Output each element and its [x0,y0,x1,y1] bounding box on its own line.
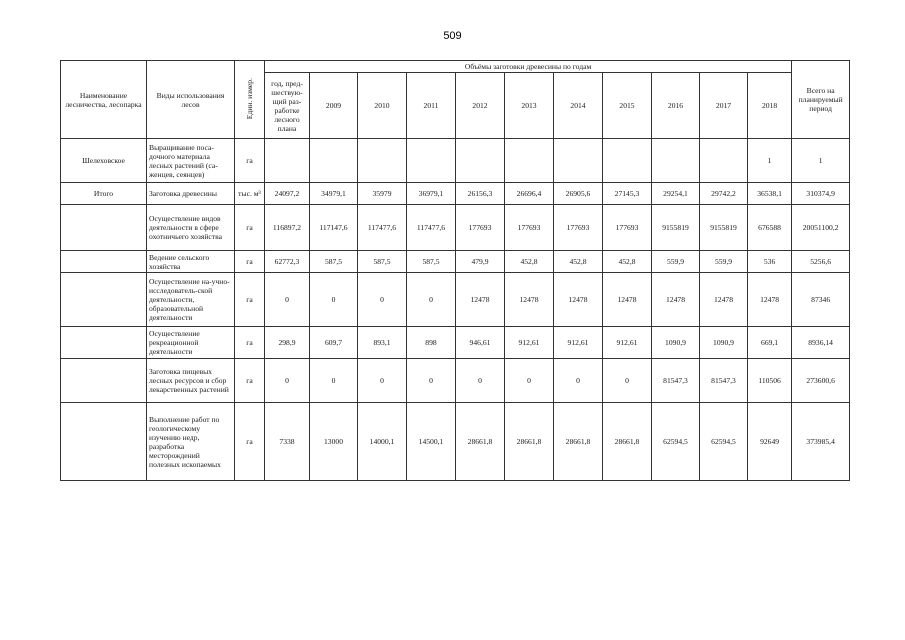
header-unit-label: Един. измер. [245,77,254,120]
year-value: 676588 [748,205,792,251]
year-value: 27145,3 [603,183,652,205]
total-value: 87346 [792,273,850,327]
forest-use: Осуществление на-учно-исследователь-ской деятельности, образовательной деятельности [147,273,235,327]
year-value [603,139,652,183]
year-value: 0 [407,359,456,403]
prev-year-value: 7338 [265,403,310,481]
unit: тыс. м³ [235,183,265,205]
year-value [407,139,456,183]
year-value: 28661,8 [505,403,554,481]
year-value: 452,8 [603,251,652,273]
forestry-name [61,403,147,481]
year-value: 912,61 [505,327,554,359]
year-value: 28661,8 [554,403,603,481]
year-value: 36538,1 [748,183,792,205]
table-row [61,273,850,327]
header-year: 2012 [456,73,505,139]
table-row [61,251,850,273]
header-forest-use: Виды использования лесов [147,61,235,139]
year-value: 14000,1 [358,403,407,481]
year-value: 12478 [554,273,603,327]
year-value: 12478 [603,273,652,327]
prev-year-value: 116897,2 [265,205,310,251]
prev-year-value: 24097,2 [265,183,310,205]
year-value: 117477,6 [407,205,456,251]
forest-use: Осуществление видов деятельности в сфере охотничьего хозяйства [147,205,235,251]
year-value: 452,8 [554,251,603,273]
unit: га [235,251,265,273]
unit: га [235,139,265,183]
year-value: 898 [407,327,456,359]
year-value: 559,9 [652,251,700,273]
year-value: 0 [407,273,456,327]
year-value: 29742,2 [700,183,748,205]
year-value: 14500,1 [407,403,456,481]
header-unit [235,61,265,139]
total-value: 8936,14 [792,327,850,359]
forestry-name [61,273,147,327]
unit: га [235,359,265,403]
year-value [700,139,748,183]
year-value: 587,5 [407,251,456,273]
year-value: 13000 [310,403,358,481]
year-value: 34979,1 [310,183,358,205]
forest-use: Ведение сельского хозяйства [147,251,235,273]
header-year: 2011 [407,73,456,139]
year-value: 117147,6 [310,205,358,251]
year-value [456,139,505,183]
year-value: 912,61 [554,327,603,359]
year-value: 81547,3 [652,359,700,403]
year-value: 9155819 [652,205,700,251]
year-value: 28661,8 [456,403,505,481]
header-volumes-by-year: Объёмы заготовки древесины по годам [265,61,792,73]
year-value: 92649 [748,403,792,481]
year-value: 36979,1 [407,183,456,205]
year-value: 0 [310,359,358,403]
year-value: 12478 [748,273,792,327]
table-row [61,359,850,403]
year-value: 177693 [456,205,505,251]
header-year: 2014 [554,73,603,139]
year-value: 29254,1 [652,183,700,205]
year-value: 35979 [358,183,407,205]
table-row [61,327,850,359]
total-value: 373985,4 [792,403,850,481]
header-forestry-name: Наименование лесничества, лесопарка [61,61,147,139]
year-value: 893,1 [358,327,407,359]
year-value: 452,8 [505,251,554,273]
prev-year-value: 0 [265,273,310,327]
forestry-name [61,359,147,403]
header-year: 2010 [358,73,407,139]
year-value: 0 [310,273,358,327]
year-value: 12478 [456,273,505,327]
total-value: 1 [792,139,850,183]
year-value: 0 [358,359,407,403]
total-value: 20051100,2 [792,205,850,251]
year-value: 28661,8 [603,403,652,481]
year-value: 26696,4 [505,183,554,205]
year-value: 0 [358,273,407,327]
year-value: 0 [603,359,652,403]
prev-year-value [265,139,310,183]
year-value [505,139,554,183]
year-value [554,139,603,183]
forestry-name [61,327,147,359]
total-value: 310374,9 [792,183,850,205]
forest-use: Заготовка пищевых лесных ресурсов и сбор лекарственных растений [147,359,235,403]
prev-year-value: 0 [265,359,310,403]
year-value: 912,61 [603,327,652,359]
year-value: 1090,9 [652,327,700,359]
forest-use: Осуществление рекреационной деятельности [147,327,235,359]
forestry-name: Итого [61,183,147,205]
unit: га [235,205,265,251]
year-value: 559,9 [700,251,748,273]
total-value: 273600,6 [792,359,850,403]
year-value: 669,1 [748,327,792,359]
year-value: 12478 [700,273,748,327]
forestry-name [61,251,147,273]
forest-use: Заготовка древесины [147,183,235,205]
prev-year-value: 62772,3 [265,251,310,273]
table-header [61,61,850,139]
timber-volume-table [60,60,850,481]
forest-use: Выращивание поса-дочного материала лесных растений (са-женцев, сеянцев) [147,139,235,183]
year-value: 0 [505,359,554,403]
table-row [61,403,850,481]
year-value: 536 [748,251,792,273]
year-value: 946,61 [456,327,505,359]
table-row [61,139,850,183]
header-year: 2018 [748,73,792,139]
header-year: 2015 [603,73,652,139]
header-total: Всего на планируемый период [792,61,850,139]
year-value: 177693 [603,205,652,251]
year-value: 0 [456,359,505,403]
year-value: 1 [748,139,792,183]
year-value: 110506 [748,359,792,403]
header-year: 2017 [700,73,748,139]
year-value: 12478 [505,273,554,327]
unit: га [235,327,265,359]
header-year: 2013 [505,73,554,139]
year-value: 177693 [505,205,554,251]
page-number: 509 [443,30,462,42]
year-value: 62594,5 [652,403,700,481]
table-row [61,183,850,205]
year-value: 0 [554,359,603,403]
year-value: 609,7 [310,327,358,359]
total-value: 5256,6 [792,251,850,273]
year-value: 117477,6 [358,205,407,251]
year-value [652,139,700,183]
header-year: 2009 [310,73,358,139]
header-prev-year: год, пред-шествую-щий раз-работке лесного плана [265,73,310,139]
table-row [61,205,850,251]
prev-year-value: 298,9 [265,327,310,359]
forestry-name: Шелеховское [61,139,147,183]
year-value: 177693 [554,205,603,251]
unit: га [235,273,265,327]
forestry-name [61,205,147,251]
year-value: 9155819 [700,205,748,251]
header-year: 2016 [652,73,700,139]
year-value: 26156,3 [456,183,505,205]
year-value: 81547,3 [700,359,748,403]
year-value: 587,5 [358,251,407,273]
year-value: 26905,6 [554,183,603,205]
unit: га [235,403,265,481]
year-value: 12478 [652,273,700,327]
year-value [358,139,407,183]
year-value: 1090,9 [700,327,748,359]
year-value: 62594,5 [700,403,748,481]
year-value [310,139,358,183]
forest-use: Выполнение работ по геологическому изучению недр, разработка месторождений полезных ископаемых [147,403,235,481]
year-value: 479,9 [456,251,505,273]
year-value: 587,5 [310,251,358,273]
